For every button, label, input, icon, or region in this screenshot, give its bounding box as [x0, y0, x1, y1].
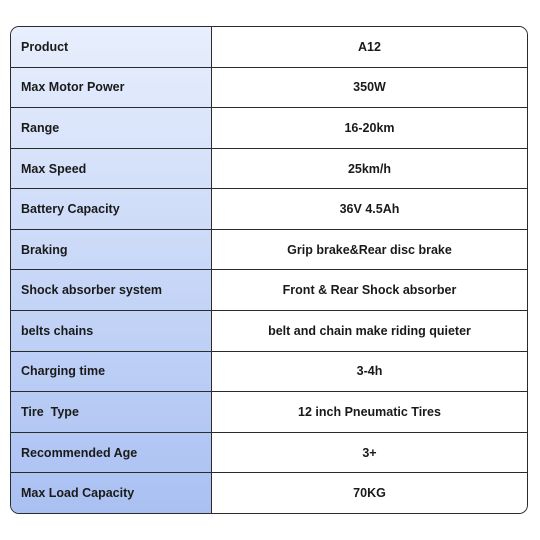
spec-value: 3-4h: [212, 352, 527, 392]
spec-row-max-load-capacity: [11, 473, 527, 513]
spec-label: Max Motor Power: [11, 68, 212, 108]
spec-label: belts chains: [11, 311, 212, 351]
spec-table: [10, 26, 528, 514]
spec-row-tire-type: [11, 392, 527, 433]
spec-value: 3+: [212, 433, 527, 473]
spec-label: Max Load Capacity: [11, 473, 212, 513]
spec-value: A12: [212, 27, 527, 67]
spec-value: 12 inch Pneumatic Tires: [212, 392, 527, 432]
spec-value: 70KG: [212, 473, 527, 513]
spec-value: 25km/h: [212, 149, 527, 189]
spec-row-belts-chains: [11, 311, 527, 352]
spec-row-max-speed: [11, 149, 527, 190]
spec-label: Product: [11, 27, 212, 67]
spec-value: belt and chain make riding quieter: [212, 311, 527, 351]
spec-label: Battery Capacity: [11, 189, 212, 229]
spec-label: Tire Type: [11, 392, 212, 432]
spec-row-shock-absorber: [11, 270, 527, 311]
spec-row-max-motor-power: [11, 68, 527, 109]
spec-value: Grip brake&Rear disc brake: [212, 230, 527, 270]
spec-label: Braking: [11, 230, 212, 270]
spec-value: 350W: [212, 68, 527, 108]
spec-label: Max Speed: [11, 149, 212, 189]
spec-row-charging-time: [11, 352, 527, 393]
spec-value: 36V 4.5Ah: [212, 189, 527, 229]
spec-row-battery-capacity: [11, 189, 527, 230]
spec-row-braking: [11, 230, 527, 271]
spec-value: 16-20km: [212, 108, 527, 148]
spec-label: Charging time: [11, 352, 212, 392]
spec-row-range: [11, 108, 527, 149]
spec-label: Range: [11, 108, 212, 148]
spec-label: Recommended Age: [11, 433, 212, 473]
spec-row-product: [11, 27, 527, 68]
spec-row-recommended-age: [11, 433, 527, 474]
spec-label: Shock absorber system: [11, 270, 212, 310]
spec-value: Front & Rear Shock absorber: [212, 270, 527, 310]
